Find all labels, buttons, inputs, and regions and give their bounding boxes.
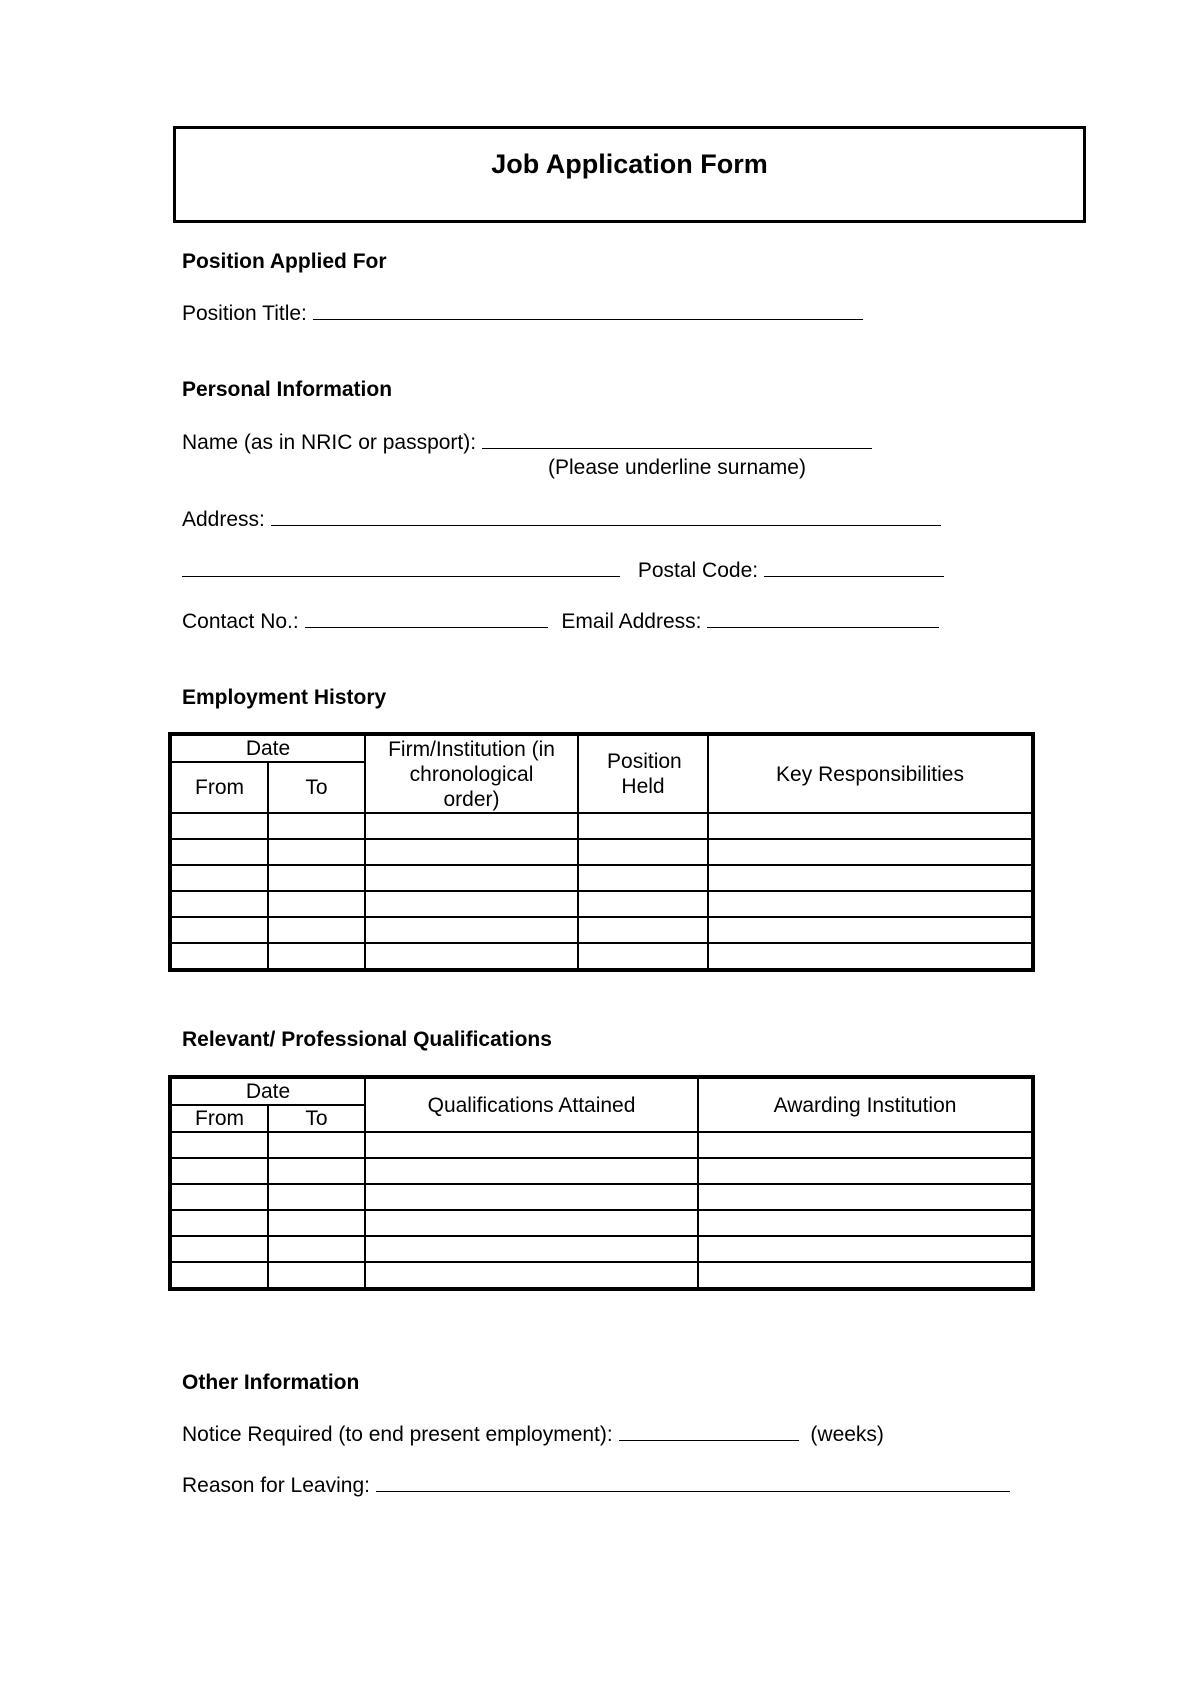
qualifications-col-date: Date	[171, 1078, 365, 1105]
qualifications-col-from: From	[171, 1105, 268, 1132]
qualifications-row[interactable]	[171, 1262, 1032, 1288]
table-cell[interactable]	[171, 1132, 268, 1158]
section-heading-position: Position Applied For	[182, 250, 387, 273]
position-title-field[interactable]	[182, 301, 863, 326]
section-heading-other: Other Information	[182, 1371, 360, 1394]
qualifications-row[interactable]	[171, 1158, 1032, 1184]
section-heading-personal: Personal Information	[182, 378, 393, 401]
table-cell[interactable]	[268, 865, 365, 891]
table-cell[interactable]	[698, 1184, 1032, 1210]
table-cell[interactable]	[365, 1236, 698, 1262]
employment-table	[170, 734, 1033, 970]
qualifications-row[interactable]	[171, 1132, 1032, 1158]
table-cell[interactable]	[708, 943, 1032, 969]
name-label: Name (as in NRIC or passport):	[182, 431, 477, 454]
table-cell[interactable]	[708, 917, 1032, 943]
qualifications-table	[170, 1077, 1033, 1289]
employment-col-date: Date	[171, 735, 365, 762]
employment-row[interactable]	[171, 839, 1032, 865]
table-cell[interactable]	[365, 943, 578, 969]
table-cell[interactable]	[171, 865, 268, 891]
name-field[interactable]	[182, 430, 872, 455]
employment-row[interactable]	[171, 865, 1032, 891]
table-cell[interactable]	[365, 1262, 698, 1288]
table-cell[interactable]	[365, 917, 578, 943]
table-cell[interactable]	[171, 839, 268, 865]
notice-field[interactable]	[182, 1422, 884, 1447]
employment-col-position: Position Held	[578, 735, 708, 813]
postal-code-input-line[interactable]	[764, 558, 944, 577]
table-cell[interactable]	[365, 1132, 698, 1158]
table-cell[interactable]	[578, 865, 708, 891]
table-cell[interactable]	[365, 1158, 698, 1184]
address-input-line-1[interactable]	[271, 507, 941, 526]
form-title: Job Application Form	[491, 149, 768, 179]
position-title-input-line[interactable]	[313, 301, 863, 320]
table-cell[interactable]	[268, 891, 365, 917]
employment-row[interactable]	[171, 813, 1032, 839]
address-line-2-field[interactable]	[182, 558, 944, 583]
table-cell[interactable]	[698, 1132, 1032, 1158]
qualifications-row[interactable]	[171, 1210, 1032, 1236]
email-label: Email Address:	[561, 610, 702, 633]
table-cell[interactable]	[171, 1184, 268, 1210]
table-cell[interactable]	[708, 813, 1032, 839]
table-cell[interactable]	[578, 839, 708, 865]
table-cell[interactable]	[268, 943, 365, 969]
address-input-line-2[interactable]	[182, 558, 620, 577]
table-cell[interactable]	[171, 1210, 268, 1236]
notice-unit: (weeks)	[810, 1423, 884, 1446]
table-cell[interactable]	[268, 1184, 365, 1210]
table-cell[interactable]	[268, 839, 365, 865]
reason-field[interactable]	[182, 1473, 1010, 1498]
employment-col-from: From	[171, 762, 268, 813]
qualifications-col-attained: Qualifications Attained	[365, 1078, 698, 1132]
qualifications-row[interactable]	[171, 1184, 1032, 1210]
employment-col-firm: Firm/Institution (in chronological order)	[365, 735, 578, 813]
table-cell[interactable]	[268, 917, 365, 943]
title-box	[173, 126, 1086, 223]
employment-col-responsibilities: Key Responsibilities	[708, 735, 1032, 813]
table-cell[interactable]	[708, 839, 1032, 865]
table-cell[interactable]	[268, 813, 365, 839]
table-cell[interactable]	[698, 1158, 1032, 1184]
table-cell[interactable]	[365, 891, 578, 917]
contact-label: Contact No.:	[182, 610, 299, 633]
table-cell[interactable]	[708, 891, 1032, 917]
qualifications-row[interactable]	[171, 1236, 1032, 1262]
address-field[interactable]	[182, 507, 941, 532]
address-label: Address:	[182, 508, 265, 531]
table-cell[interactable]	[578, 813, 708, 839]
position-title-label: Position Title:	[182, 302, 307, 325]
table-cell[interactable]	[365, 865, 578, 891]
table-cell[interactable]	[171, 1158, 268, 1184]
table-cell[interactable]	[171, 943, 268, 969]
table-cell[interactable]	[708, 865, 1032, 891]
employment-row[interactable]	[171, 891, 1032, 917]
table-cell[interactable]	[365, 813, 578, 839]
notice-input-line[interactable]	[619, 1422, 799, 1441]
name-input-line[interactable]	[482, 430, 872, 449]
table-cell[interactable]	[698, 1262, 1032, 1288]
employment-row[interactable]	[171, 917, 1032, 943]
table-cell[interactable]	[578, 891, 708, 917]
employment-row[interactable]	[171, 943, 1032, 969]
table-cell[interactable]	[171, 813, 268, 839]
postal-code-label: Postal Code:	[637, 559, 759, 582]
table-cell[interactable]	[171, 891, 268, 917]
qualifications-col-institution: Awarding Institution	[698, 1078, 1032, 1132]
table-cell[interactable]	[268, 1132, 365, 1158]
table-cell[interactable]	[578, 943, 708, 969]
contact-field[interactable]	[182, 609, 939, 634]
table-cell[interactable]	[268, 1262, 365, 1288]
section-heading-employment: Employment History	[182, 686, 387, 709]
table-cell[interactable]	[698, 1210, 1032, 1236]
table-cell[interactable]	[268, 1210, 365, 1236]
qualifications-col-to: To	[268, 1105, 365, 1132]
table-cell[interactable]	[365, 1184, 698, 1210]
table-cell[interactable]	[268, 1236, 365, 1262]
table-cell[interactable]	[268, 1158, 365, 1184]
table-cell[interactable]	[365, 1210, 698, 1236]
table-cell[interactable]	[365, 839, 578, 865]
notice-label: Notice Required (to end present employment):	[182, 1423, 613, 1446]
table-cell[interactable]	[171, 917, 268, 943]
table-cell[interactable]	[578, 917, 708, 943]
table-cell[interactable]	[171, 1236, 268, 1262]
reason-input-line[interactable]	[376, 1473, 1010, 1492]
surname-note: (Please underline surname)	[548, 456, 806, 479]
employment-col-to: To	[268, 762, 365, 813]
table-cell[interactable]	[698, 1236, 1032, 1262]
email-input-line[interactable]	[707, 609, 939, 628]
section-heading-qualifications: Relevant/ Professional Qualifications	[182, 1028, 552, 1051]
contact-input-line[interactable]	[305, 609, 548, 628]
reason-label: Reason for Leaving:	[182, 1474, 370, 1497]
table-cell[interactable]	[171, 1262, 268, 1288]
